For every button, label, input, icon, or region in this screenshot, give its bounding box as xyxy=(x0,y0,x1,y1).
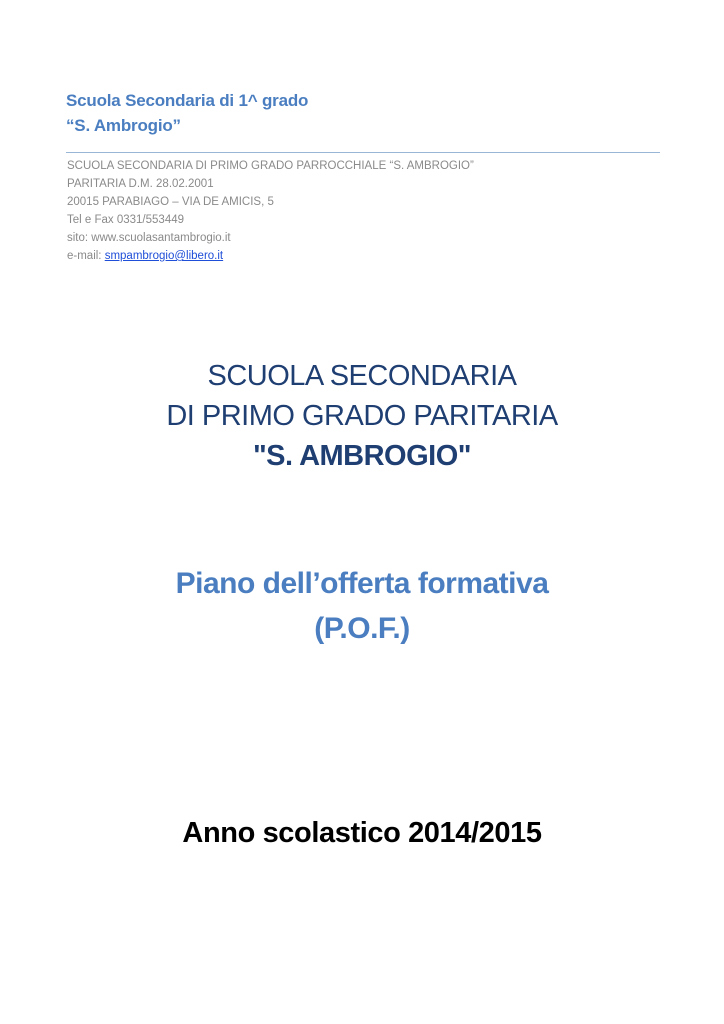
main-title-line1: SCUOLA SECONDARIA xyxy=(207,360,517,392)
contact-email-row xyxy=(67,247,474,265)
header-title-line1: Scuola Secondaria di 1^ grado xyxy=(66,91,309,110)
contact-email-link[interactable]: smpambrogio@libero.it xyxy=(104,250,224,262)
contact-phone: Tel e Fax 0331/553449 xyxy=(67,214,185,226)
header-title xyxy=(66,88,308,138)
pof-title-line2: (P.O.F.) xyxy=(314,612,410,645)
contact-block xyxy=(67,157,474,265)
school-year-title: Anno scolastico 2014/2015 xyxy=(182,817,542,849)
header-title-line2: “S. Ambrogio” xyxy=(66,116,181,135)
contact-school-name: SCUOLA SECONDARIA DI PRIMO GRADO PARROCCHIALE “S. AMBROGIO” xyxy=(67,160,474,172)
main-title-line2: DI PRIMO GRADO PARITARIA xyxy=(166,400,558,432)
pof-title-line1: Piano dell’offerta formativa xyxy=(175,567,549,600)
pof-title xyxy=(0,561,724,651)
contact-accreditation: PARITARIA D.M. 28.02.2001 xyxy=(67,178,214,190)
main-title-line3: "S. AMBROGIO" xyxy=(252,440,472,472)
contact-website: sito: www.scuolasantambrogio.it xyxy=(67,232,231,244)
contact-address: 20015 PARABIAGO – VIA DE AMICIS, 5 xyxy=(67,196,274,208)
main-title xyxy=(0,356,724,476)
contact-email-label: e-mail: xyxy=(67,250,105,262)
header-divider xyxy=(66,152,660,153)
